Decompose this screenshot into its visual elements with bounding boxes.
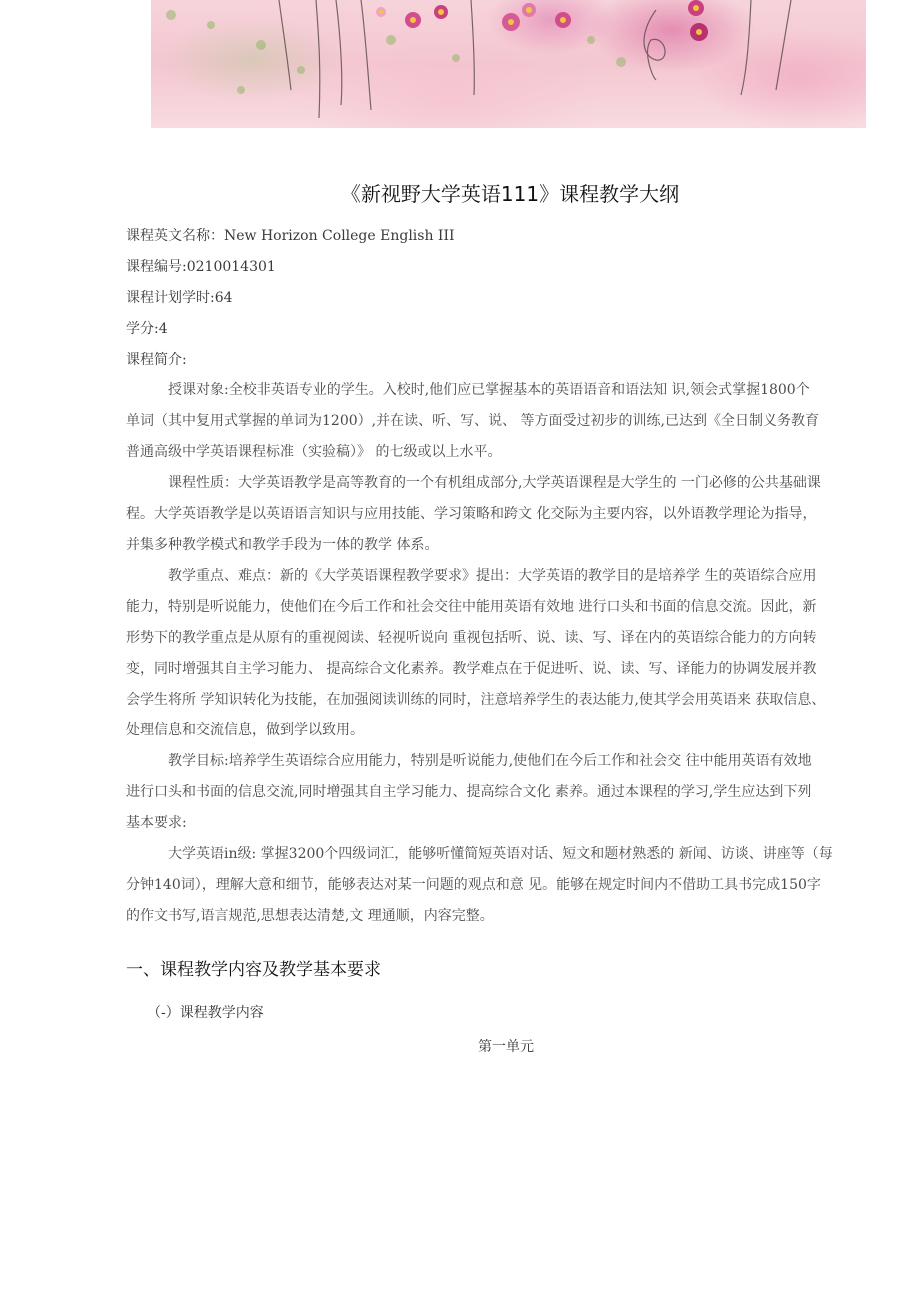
paragraph-line: 程。大学英语教学是以英语语言知识与应用技能、学习策略和跨文 化交际为主要内容，以外语教学理论为指导， xyxy=(126,506,817,522)
paragraph-line: 单词（其中复用式掌握的单词为1200）,并在读、听、写、说、 等方面受过初步的训练,已达到《全日制义务教育 xyxy=(126,413,819,429)
paragraph-line: 基本要求: xyxy=(126,815,187,831)
paragraph-line: 教学重点、难点：新的《大学英语课程教学要求》提出：大学英语的教学目的是培养学 生的英语综合应用 xyxy=(168,568,817,584)
paragraph-line: 能力，特别是听说能力，使他们在今后工作和社会交往中能用英语有效地 进行口头和书面的信息交流。因此，新 xyxy=(126,599,817,615)
course-credits: 学分:4 xyxy=(126,321,168,337)
paragraph-line: 分钟140词），理解大意和细节，能够表达对某一问题的观点和意 见。能够在规定时间内不借助工具书完成150字 xyxy=(126,877,821,893)
paragraph-line: 大学英语in级: 掌握3200个四级词汇，能够听懂简短英语对话、短文和题材熟悉的 新闻、访谈、讲座等（每 xyxy=(168,846,833,862)
flower-cluster xyxy=(376,0,708,41)
paragraph-line: 并集多种教学模式和教学手段为一体的教学 体系。 xyxy=(126,537,439,553)
course-hours: 课程计划学时:64 xyxy=(126,290,233,306)
paragraph-line: 课程性质：大学英语教学是高等教育的一个有机组成部分,大学英语课程是大学生的 一门必修的公共基础课 xyxy=(168,475,821,491)
paragraph-line: 教学目标:培养学生英语综合应用能力，特别是听说能力,使他们在今后工作和社会交 往中能用英语有效地 xyxy=(168,753,812,769)
paragraph-line: 变，同时增强其自主学习能力、 提高综合文化素养。教学难点在于促进听、说、读、写、译能力的协调发展并教 xyxy=(126,661,817,677)
paragraph-line: 授课对象:全校非英语专业的学生。入校时,他们应已掌握基本的英语语音和语法知 识,领会式掌握1800个 xyxy=(168,382,810,398)
header-banner-image xyxy=(151,0,866,128)
paragraph-line: 的作文书写,语言规范,思想表达清楚,文 理通顺，内容完整。 xyxy=(126,908,494,924)
paragraph-line: 普通高级中学英语课程标准（实验稿）》 的七级或以上水平。 xyxy=(126,444,502,460)
floral-decoration xyxy=(151,0,866,128)
document-title: 《新视野大学英语111》课程教学大纲 xyxy=(340,182,680,206)
unit-heading: 第一单元 xyxy=(478,1039,534,1055)
course-english-name: 课程英文名称：New Horizon College English III xyxy=(126,228,455,244)
paragraph-line: 形势下的教学重点是从原有的重视阅读、轻视听说向 重视包括听、说、读、写、译在内的英语综合能力的方向转 xyxy=(126,630,817,646)
paragraph-line: 处理信息和交流信息，做到学以致用。 xyxy=(126,722,364,738)
subsection-heading: （-）课程教学内容 xyxy=(147,1005,264,1021)
paragraph-line: 进行口头和书面的信息交流,同时增强其自主学习能力、提高综合文化 素养。通过本课程的学习,学生应达到下列 xyxy=(126,784,812,800)
course-code: 课程编号:0210014301 xyxy=(126,259,276,275)
paragraph-line: 会学生将所 学知识转化为技能，在加强阅读训练的同时，注意培养学生的表达能力,使其学会用英语来 获取信息、 xyxy=(126,692,826,708)
section-heading: 一、课程教学内容及教学基本要求 xyxy=(126,960,381,980)
course-intro-label: 课程简介: xyxy=(126,352,187,368)
